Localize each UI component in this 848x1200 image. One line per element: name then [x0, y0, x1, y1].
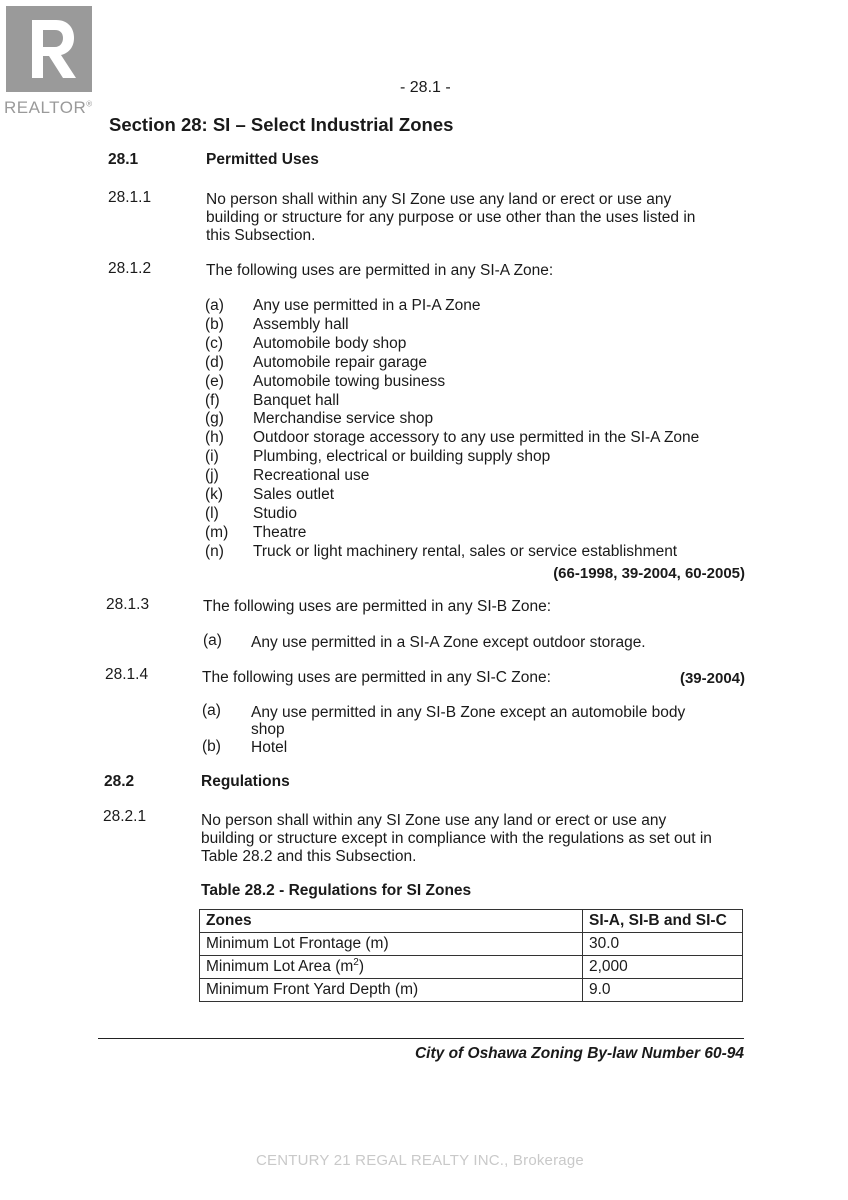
section-28-2-1-number: 28.2.1 [103, 808, 147, 825]
section-28-1-4-number: 28.1.4 [105, 666, 149, 683]
section-28-1-3-item-text: Any use permitted in a SI-A Zone except outdoor storage. [251, 634, 646, 651]
section-28-2-heading: Regulations [201, 773, 290, 790]
brokerage-watermark: CENTURY 21 REGAL REALTY INC., Brokerage [256, 1152, 584, 1169]
section-28-1-1-line: this Subsection. [206, 227, 316, 244]
section-28-1-3-item-label: (a) [203, 632, 222, 649]
section-28-1-number: 28.1 [108, 151, 139, 168]
table-row [200, 979, 743, 1002]
amendment-reference: (39-2004) [679, 670, 745, 687]
table-caption: Table 28.2 - Regulations for SI Zones [201, 882, 472, 899]
table-row [200, 956, 743, 979]
table-header-cell: SI-A, SI-B and SI-C [583, 910, 743, 933]
regulations-table [199, 909, 743, 1002]
section-28-1-1-line: building or structure for any purpose or use other than the uses listed in [206, 209, 696, 226]
amendment-reference: (66-1998, 39-2004, 60-2005) [553, 565, 745, 582]
table-cell: Minimum Lot Area $(m^2)$ [200, 956, 583, 979]
list-item: (d) Automobile repair garage [205, 353, 428, 371]
list-item: (f) Banquet hall [205, 391, 340, 409]
section-28-1-heading: Permitted Uses [206, 151, 319, 168]
section-28-1-2-text: The following uses are permitted in any SI-A Zone: [206, 262, 554, 279]
page-number: - 28.1 - [400, 79, 451, 96]
list-item: (h) Outdoor storage accessory to any use permitted in the SI-A Zone [205, 429, 700, 447]
table-row [200, 933, 743, 956]
section-28-1-1-line: No person shall within any SI Zone use any land or erect or use any [206, 191, 672, 208]
section-28-1-2-number: 28.1.2 [108, 260, 152, 277]
table-cell: Minimum Front Yard Depth (m) [200, 979, 583, 1002]
section-28-2-1-line: building or structure except in compliance with the regulations as set out in [201, 830, 712, 847]
section-28-2-1-line: Table 28.2 and this Subsection. [201, 848, 417, 865]
section-28-1-1-number: 28.1.1 [108, 189, 152, 206]
table-cell: 9.0 [583, 979, 743, 1002]
section-28-1-4-text: The following uses are permitted in any SI-C Zone: [202, 669, 551, 686]
list-item: (m) Theatre [205, 523, 307, 541]
table-header-cell: Zones [200, 910, 583, 933]
section-28-2-1-line: No person shall within any SI Zone use any land or erect or use any [201, 812, 667, 829]
realtor-wordmark: REALTOR® [4, 98, 93, 117]
list-item: (b) Assembly hall [205, 315, 349, 333]
section-28-1-3-number: 28.1.3 [106, 596, 150, 613]
list-item: (k) Sales outlet [205, 486, 334, 504]
section-28-1-4-item-text: Hotel [251, 739, 288, 756]
list-item: (e) Automobile towing business [205, 372, 446, 390]
realtor-logo [4, 6, 98, 116]
section-28-1-4-item-text: Any use permitted in any SI-B Zone except an automobile body [251, 704, 686, 721]
table-cell: Minimum Lot Frontage (m) [200, 933, 583, 956]
section-title: Section 28: SI – Select Industrial Zones [109, 114, 454, 135]
list-item: (c) Automobile body shop [205, 334, 407, 352]
list-item: (l) Studio [205, 504, 297, 522]
list-item: (a) Any use permitted in a PI-A Zone [205, 297, 481, 314]
list-item: (g) Merchandise service shop [205, 410, 434, 428]
list-item: (j) Recreational use [205, 467, 370, 485]
footer-divider [98, 1038, 744, 1039]
table-cell: 2,000 [583, 956, 743, 979]
si-a-uses-list [205, 297, 699, 562]
section-28-1-4-item-text: shop [251, 721, 285, 738]
section-28-1-4-item-label: (b) [202, 738, 221, 755]
table-header-row [200, 910, 743, 933]
section-28-1-3-text: The following uses are permitted in any SI-B Zone: [203, 598, 552, 615]
list-item: (n) Truck or light machinery rental, sales or service establishment [205, 542, 678, 560]
footer-text: City of Oshawa Zoning By-law Number 60-94 [414, 1045, 744, 1062]
realtor-r-icon [6, 6, 92, 92]
table-cell: 30.0 [583, 933, 743, 956]
section-28-1-4-item-label: (a) [202, 702, 221, 719]
list-item: (i) Plumbing, electrical or building supply shop [205, 448, 551, 466]
section-28-2-number: 28.2 [104, 773, 135, 790]
